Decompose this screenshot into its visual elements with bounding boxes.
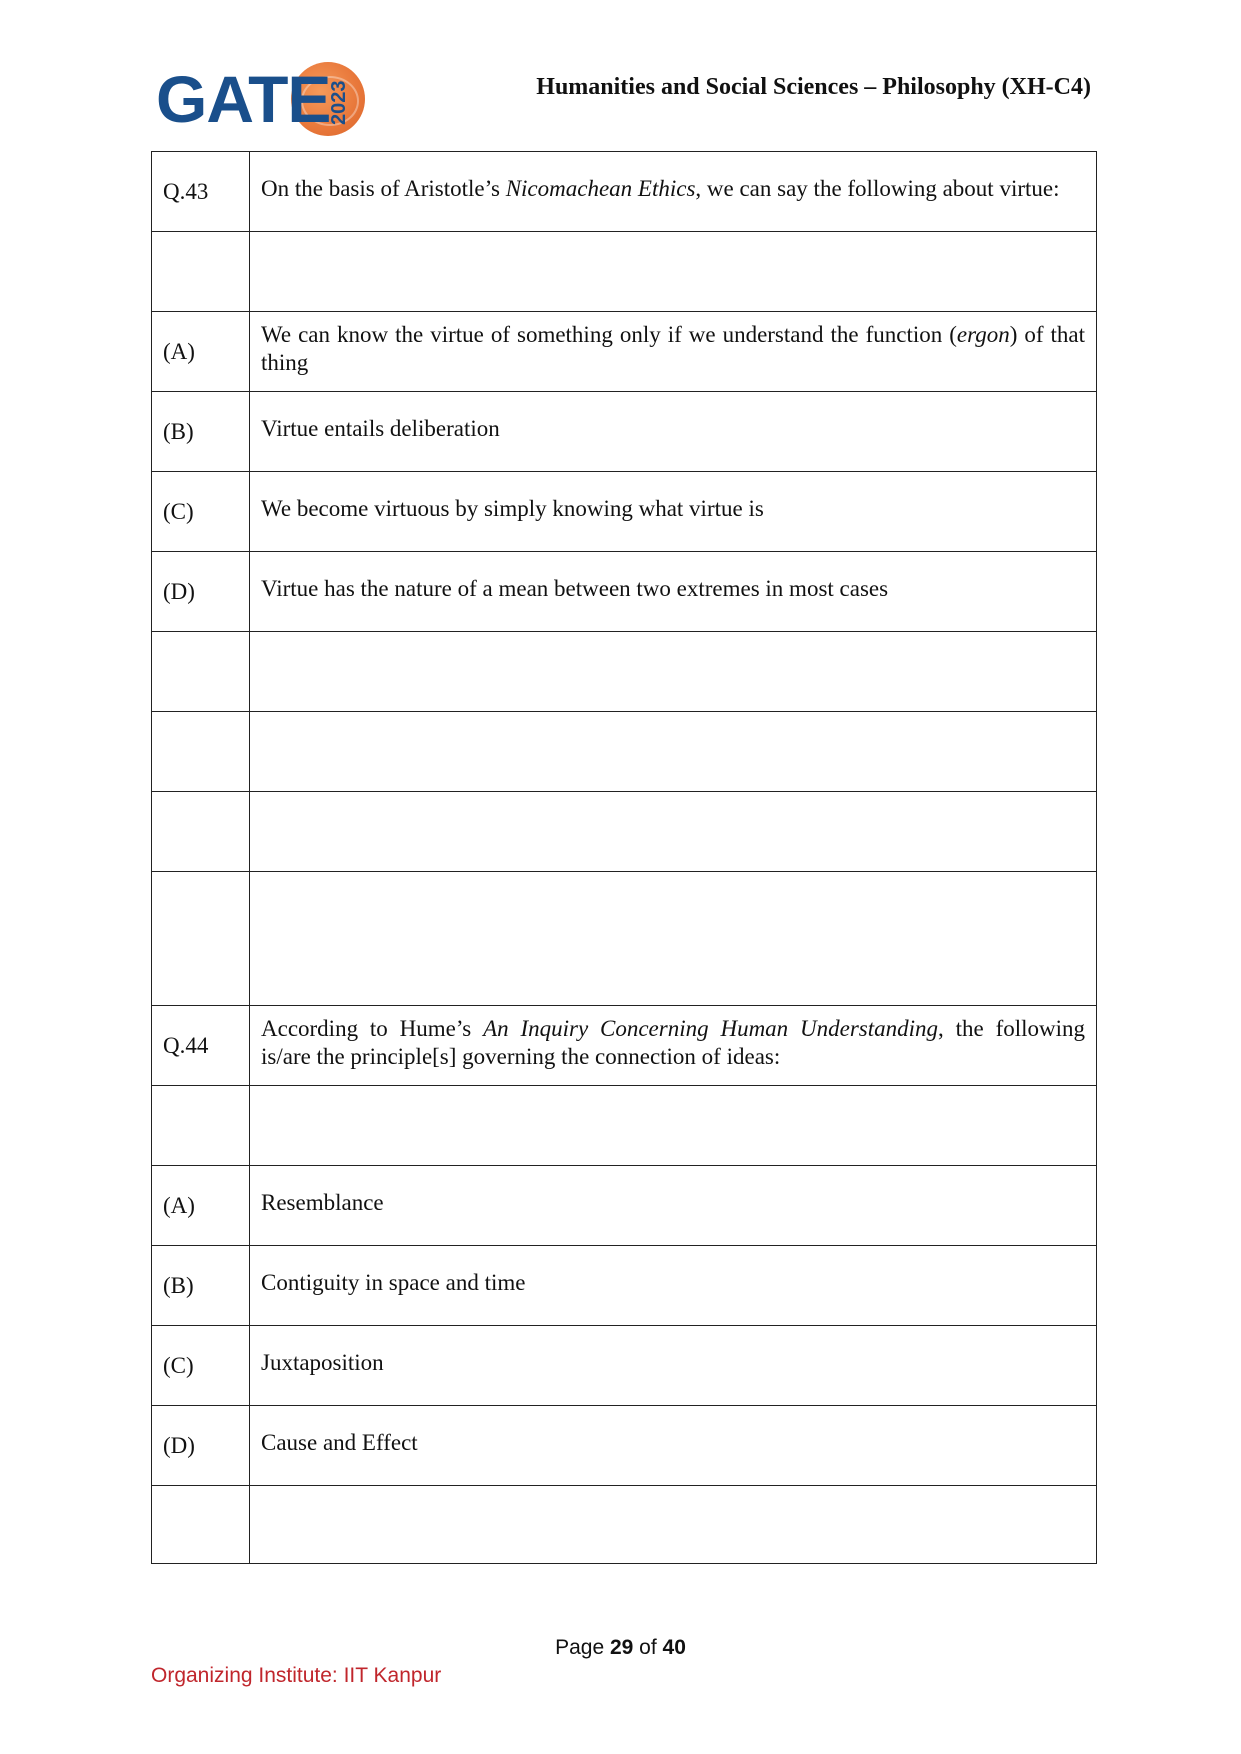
option-label: (C) <box>152 472 250 552</box>
blank-row <box>152 712 1097 792</box>
question-row <box>152 152 1097 232</box>
question-number: Q.44 <box>152 1006 250 1086</box>
page-number: Page 29 of 40 <box>555 1636 686 1659</box>
option-row <box>152 552 1097 632</box>
blank-row <box>152 872 1097 1006</box>
option-text: Virtue entails deliberation <box>250 392 1097 472</box>
option-text: Juxtaposition <box>250 1326 1097 1406</box>
question-number: Q.43 <box>152 152 250 232</box>
option-text: We become virtuous by simply knowing what virtue is <box>250 472 1097 552</box>
option-text: Resemblance <box>250 1166 1097 1246</box>
blank-row <box>152 1086 1097 1166</box>
option-label: (D) <box>152 1406 250 1486</box>
option-row <box>152 472 1097 552</box>
blank-row <box>152 792 1097 872</box>
option-label: (B) <box>152 392 250 472</box>
option-row <box>152 312 1097 392</box>
logo-text: GATE <box>156 62 331 136</box>
option-text: Contiguity in space and time <box>250 1246 1097 1326</box>
logo-year: 2023 <box>328 80 350 126</box>
option-label: (A) <box>152 1166 250 1246</box>
question-stem: According to Hume’s An Inquiry Concerning Human Understanding, the following is/are the principle[s] governing the connection of ideas: <box>250 1006 1097 1086</box>
option-label: (A) <box>152 312 250 392</box>
paper-title: Humanities and Social Sciences – Philosophy (XH-C4) <box>536 74 1091 100</box>
option-text: Virtue has the nature of a mean between two extremes in most cases <box>250 552 1097 632</box>
option-label: (C) <box>152 1326 250 1406</box>
organizing-institute: Organizing Institute: IIT Kanpur <box>151 1664 442 1687</box>
option-row <box>152 1406 1097 1486</box>
option-row <box>152 1166 1097 1246</box>
question-row <box>152 1006 1097 1086</box>
option-label: (D) <box>152 552 250 632</box>
option-text: Cause and Effect <box>250 1406 1097 1486</box>
gate-logo <box>156 60 356 138</box>
option-label: (B) <box>152 1246 250 1326</box>
question-stem: On the basis of Aristotle’s Nicomachean Ethics, we can say the following about virtue: <box>250 152 1097 232</box>
option-row <box>152 1246 1097 1326</box>
question-table <box>151 151 1097 1564</box>
option-row <box>152 1326 1097 1406</box>
blank-row <box>152 1486 1097 1564</box>
blank-row <box>152 632 1097 712</box>
option-row <box>152 392 1097 472</box>
blank-row <box>152 232 1097 312</box>
option-text: We can know the virtue of something only if we understand the function (ergon) of that thing <box>250 312 1097 392</box>
